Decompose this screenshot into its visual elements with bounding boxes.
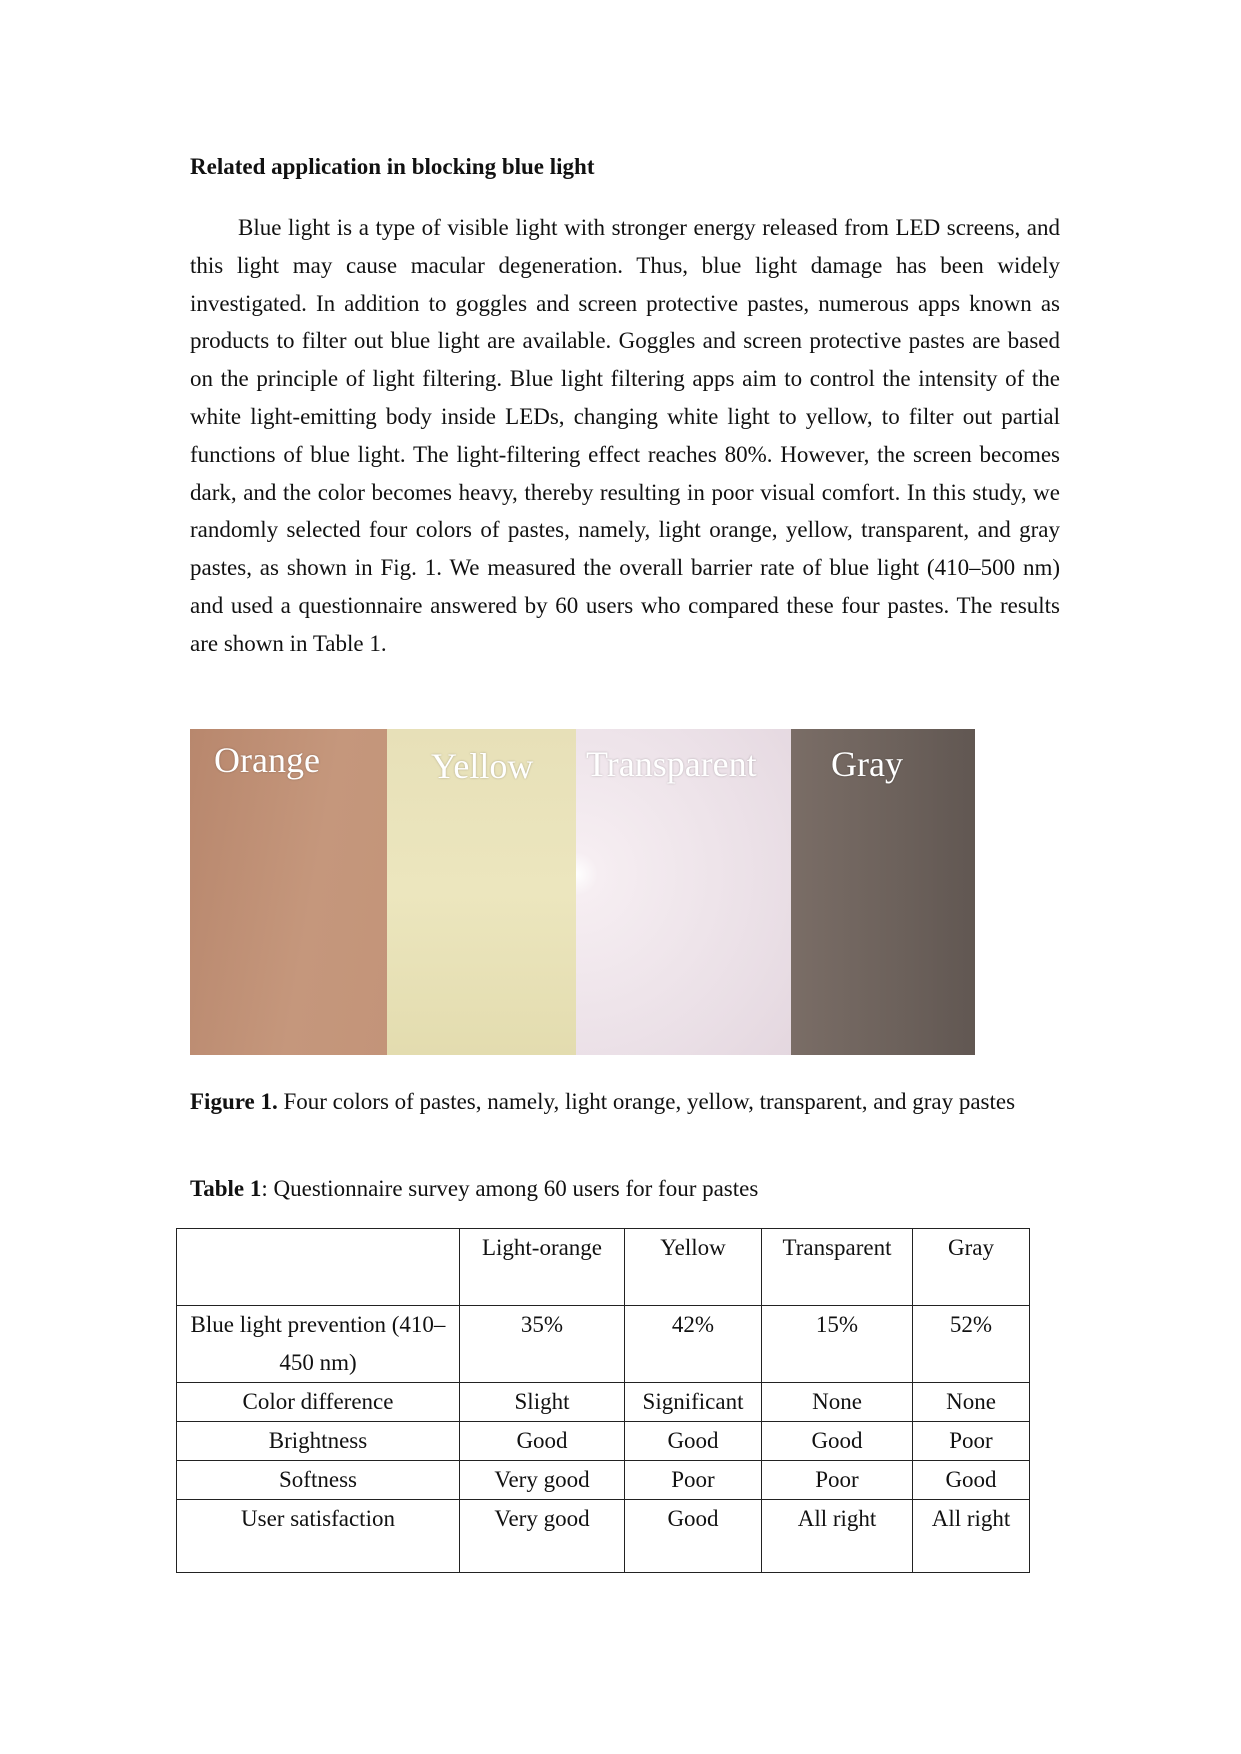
row-label: Color difference xyxy=(177,1383,460,1422)
table-row xyxy=(177,1500,1030,1573)
panel-label-orange: Orange xyxy=(214,740,320,780)
header-cell-transparent: Transparent xyxy=(762,1229,913,1306)
figure-1-photo xyxy=(190,729,975,1055)
table-cell: Very good xyxy=(460,1461,625,1500)
section-heading: Related application in blocking blue light xyxy=(190,154,595,179)
table-cell: 35% xyxy=(460,1306,625,1383)
row-label: User satisfaction xyxy=(177,1500,460,1573)
table-cell: All right xyxy=(762,1500,913,1573)
row-label: Brightness xyxy=(177,1422,460,1461)
paste-panel-yellow xyxy=(387,729,576,1055)
table-cell: Significant xyxy=(625,1383,762,1422)
survey-table xyxy=(176,1228,1030,1573)
table-cell: Good xyxy=(625,1422,762,1461)
body-paragraph: Blue light is a type of visible light with stronger energy released from LED screens, and this light may cause macular degeneration. Thus, blue light damage has been widely investigated. In addition to goggles and screen protective pastes, numerous apps known as products to filter out blue light are available. Goggles and screen protective pastes are based on the principle of light filtering. Blue light filtering apps aim to control the intensity of the white light-emitting body inside LEDs, changing white light to yellow, to filter out partial functions of blue light. The light-filtering effect reaches 80%. However, the screen becomes dark, and the color becomes heavy, thereby resulting in poor visual comfort. In this study, we randomly selected four colors of pastes, namely, light orange, yellow, transparent, and gray pastes, as shown in Fig. 1. We measured the overall barrier rate of blue light (410–500 nm) and used a questionnaire answered by 60 users who compared these four pastes. The results are shown in Table 1. xyxy=(190,215,1060,656)
table-row xyxy=(177,1461,1030,1500)
table-title-label: Table 1 xyxy=(190,1176,262,1201)
table-cell: Poor xyxy=(913,1422,1030,1461)
table-header-row xyxy=(177,1229,1030,1306)
header-cell-empty xyxy=(177,1229,460,1306)
table-cell: 52% xyxy=(913,1306,1030,1383)
table-cell: Poor xyxy=(762,1461,913,1500)
header-cell-gray: Gray xyxy=(913,1229,1030,1306)
table-cell: Very good xyxy=(460,1500,625,1573)
table-cell: Good xyxy=(913,1461,1030,1500)
table-title xyxy=(190,1176,758,1202)
paste-panel-transparent xyxy=(576,729,791,1055)
table-cell: All right xyxy=(913,1500,1030,1573)
table-cell: Good xyxy=(625,1500,762,1573)
table-cell: 42% xyxy=(625,1306,762,1383)
panel-label-transparent: Transparent xyxy=(586,744,757,784)
table-row xyxy=(177,1306,1030,1383)
table-cell: Good xyxy=(762,1422,913,1461)
header-cell-light-orange: Light-orange xyxy=(460,1229,625,1306)
paste-panel-orange xyxy=(190,729,387,1055)
paste-panel-gray xyxy=(791,729,975,1055)
figure-caption-label: Figure 1. xyxy=(190,1089,278,1114)
figure-caption xyxy=(190,1083,1060,1121)
table-cell: None xyxy=(762,1383,913,1422)
table-cell: Slight xyxy=(460,1383,625,1422)
table-title-text: : Questionnaire survey among 60 users for four pastes xyxy=(261,1176,759,1201)
row-label: Softness xyxy=(177,1461,460,1500)
row-label: Blue light prevention (410–450 nm) xyxy=(177,1306,460,1383)
table-row xyxy=(177,1422,1030,1461)
figure-caption-text: Four colors of pastes, namely, light orange, yellow, transparent, and gray pastes xyxy=(277,1089,1016,1114)
table-cell: 15% xyxy=(762,1306,913,1383)
panel-label-yellow: Yellow xyxy=(431,746,534,786)
table-cell: None xyxy=(913,1383,1030,1422)
table-row xyxy=(177,1383,1030,1422)
table-cell: Good xyxy=(460,1422,625,1461)
panel-label-gray: Gray xyxy=(831,744,903,784)
header-cell-yellow: Yellow xyxy=(625,1229,762,1306)
table-cell: Poor xyxy=(625,1461,762,1500)
